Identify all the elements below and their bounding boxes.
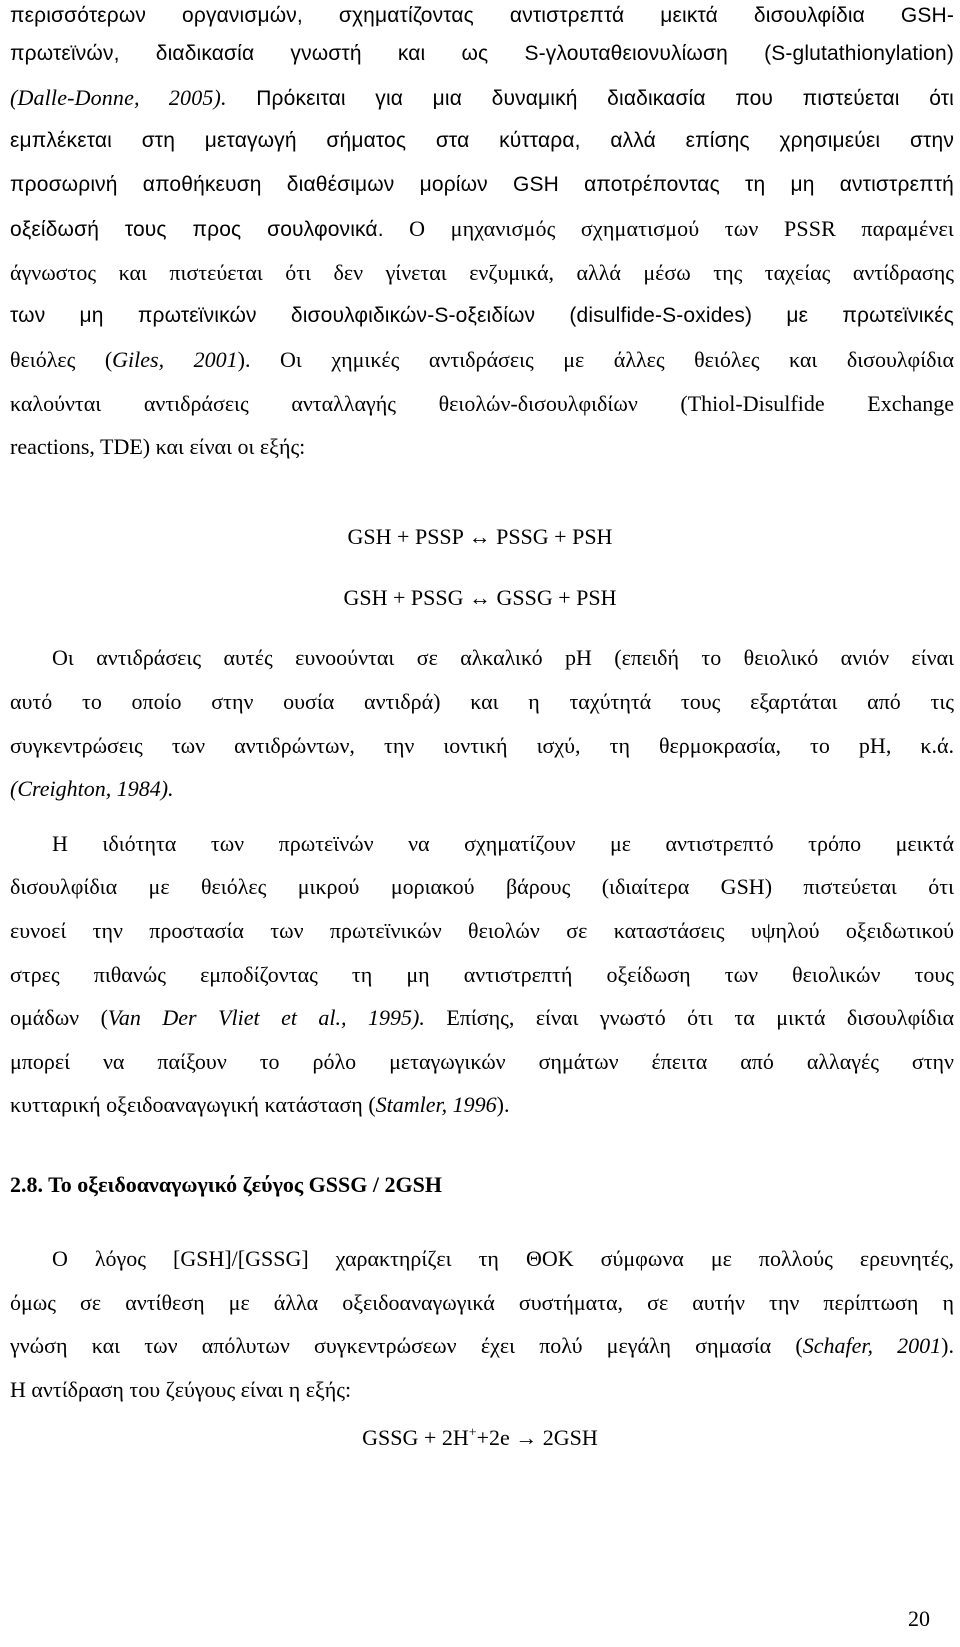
paragraph-line — [10, 304, 954, 344]
paragraph-line — [10, 1246, 954, 1286]
text-run: των μη πρωτεϊνικών δισουλφιδικών-S-οξειδίων (disulfide-S-oxides) με πρωτεϊνικές — [10, 304, 954, 327]
paragraph-line — [10, 85, 954, 125]
paragraph-line — [10, 173, 954, 213]
equation-1 — [0, 524, 960, 564]
paragraph-line — [10, 1377, 954, 1417]
text-run: Ο μηχανισμός σχηματισμού των PSSR παραμένει — [383, 216, 954, 241]
text-run: Ο λόγος [GSH]/[GSSG] χαρακτηρίζει τη ΘΟΚ σύμφωνα με πολλούς ερευνητές, — [52, 1246, 954, 1271]
equation-text: +2e → 2GSH — [476, 1425, 598, 1450]
paragraph-line — [10, 918, 954, 958]
text-run: θειόλες ( — [10, 347, 113, 372]
text-run: μπορεί να παίξουν το ρόλο μεταγωγικών σημάτων έπειτα από αλλαγές στην — [10, 1049, 954, 1074]
citation: Schafer, 2001 — [802, 1333, 942, 1358]
paragraph-line — [10, 1005, 954, 1045]
paragraph-line — [10, 874, 954, 914]
equation-2 — [0, 585, 960, 625]
paragraph-line — [10, 1092, 954, 1132]
paragraph-line — [10, 260, 954, 300]
text-run: συγκεντρώσεις των αντιδρώντων, την ιοντική ισχύ, τη θερμοκρασία, το pH, κ.ά. — [10, 733, 954, 758]
paragraph-line — [10, 962, 954, 1002]
citation: (Creighton, 1984). — [10, 776, 174, 801]
section-number: 2.8. — [10, 1172, 43, 1197]
text-run: αυτό το οποίο στην ουσία αντιδρά) και η ταχύτητά τους εξαρτάται από τις — [10, 689, 954, 714]
text-run: περισσότερων οργανισμών, σχηματίζοντας αντιστρεπτά μεικτά δισουλφίδια GSH- — [10, 4, 954, 27]
text-run: ομάδων ( — [10, 1005, 108, 1030]
paragraph-line — [10, 4, 954, 44]
equation-text: GSH + PSSP ↔ PSSG + PSH — [347, 524, 613, 549]
citation: Van Der Vliet et al., 1995). — [107, 1005, 425, 1030]
section-heading — [10, 1172, 954, 1212]
citation: Giles, 2001 — [112, 347, 238, 372]
paragraph-line — [10, 1049, 954, 1089]
text-run: άγνωστος και πιστεύεται ότι δεν γίνεται ενζυμικά, αλλά μέσω της ταχείας αντίδρασης — [10, 260, 954, 285]
section-title: Το οξειδοαναγωγικό ζεύγος GSSG / 2GSH — [48, 1172, 442, 1197]
citation: Stamler, 1996 — [375, 1092, 497, 1117]
paragraph-line — [10, 391, 954, 431]
citation: (Dalle-Donne, 2005). — [10, 85, 227, 110]
paragraph-line — [10, 689, 954, 729]
text-run: Οι αντιδράσεις αυτές ευνοούνται σε αλκαλικό pH (επειδή το θειολικό ανιόν είναι — [52, 645, 954, 670]
paragraph-line — [10, 776, 954, 816]
text-run: reactions, TDE) και είναι οι εξής: — [10, 434, 306, 459]
equation-text: GSSG + 2H — [362, 1425, 469, 1450]
text-run: Η αντίδραση του ζεύγους είναι η εξής: — [10, 1377, 352, 1402]
text-run: όμως σε αντίθεση με άλλα οξειδοαναγωγικά συστήματα, σε αυτήν την περίπτωση η — [10, 1290, 954, 1315]
equation-text: GSH + PSSG ↔ GSSG + PSH — [343, 585, 617, 610]
paragraph-line — [10, 1290, 954, 1330]
superscript: + — [468, 1425, 477, 1441]
text-run: ευνοεί την προστασία των πρωτεϊνικών θειολών σε καταστάσεις υψηλού οξειδωτικού — [10, 918, 954, 943]
text-run: γνώση και των απόλυτων συγκεντρώσεων έχει πολύ μεγάλη σημασία ( — [10, 1333, 803, 1358]
paragraph-line — [10, 42, 954, 82]
text-run: καλούνται αντιδράσεις ανταλλαγής θειολών-δισουλφιδίων (Thiol-Disulfide Exchange — [10, 391, 954, 416]
text-run: στρες πιθανώς εμποδίζοντας τη μη αντιστρεπτή οξείδωση των θειολικών τους — [10, 962, 954, 987]
text-run: εμπλέκεται στη μεταγωγή σήματος στα κύτταρα, αλλά επίσης χρησιμεύει στην — [10, 129, 954, 152]
text-run: κυτταρική οξειδοαναγωγική κατάσταση ( — [10, 1092, 376, 1117]
text-run: οξείδωσή τους προς σουλφονικά. — [10, 218, 384, 241]
paragraph-line — [10, 129, 954, 169]
paragraph-line — [10, 347, 954, 387]
page-number: 20 — [908, 1606, 930, 1631]
text-run: προσωρινή αποθήκευση διαθέσιμων μορίων GSH αποτρέποντας τη μη αντιστρεπτή — [10, 173, 954, 196]
text-run: ). — [496, 1092, 510, 1117]
text-run: πρωτεϊνών, διαδικασία γνωστή και ως S-γλουταθειονυλίωση (S-glutathionylation) — [10, 42, 954, 65]
text-run: Η ιδιότητα των πρωτεϊνών να σχηματίζουν με αντιστρεπτό τρόπο μεικτά — [52, 831, 954, 856]
paragraph-line — [10, 1333, 954, 1373]
text-run: ). Οι χημικές αντιδράσεις με άλλες θειόλες και δισουλφίδια — [237, 347, 954, 372]
text-run: ). — [941, 1333, 954, 1358]
paragraph-line — [10, 645, 954, 685]
paragraph-line — [10, 831, 954, 871]
text-run: δισουλφίδια με θειόλες μικρού μοριακού βάρους (ιδιαίτερα GSH) πιστεύεται ότι — [10, 874, 954, 899]
paragraph-line — [10, 733, 954, 773]
paragraph-line — [10, 216, 954, 256]
equation-3 — [0, 1425, 960, 1465]
text-run: Επίσης, είναι γνωστό ότι τα μικτά δισουλφίδια — [424, 1005, 954, 1030]
paragraph-line — [10, 434, 954, 474]
text-run: Πρόκειται για μια δυναμική διαδικασία που πιστεύεται ότι — [226, 87, 954, 110]
